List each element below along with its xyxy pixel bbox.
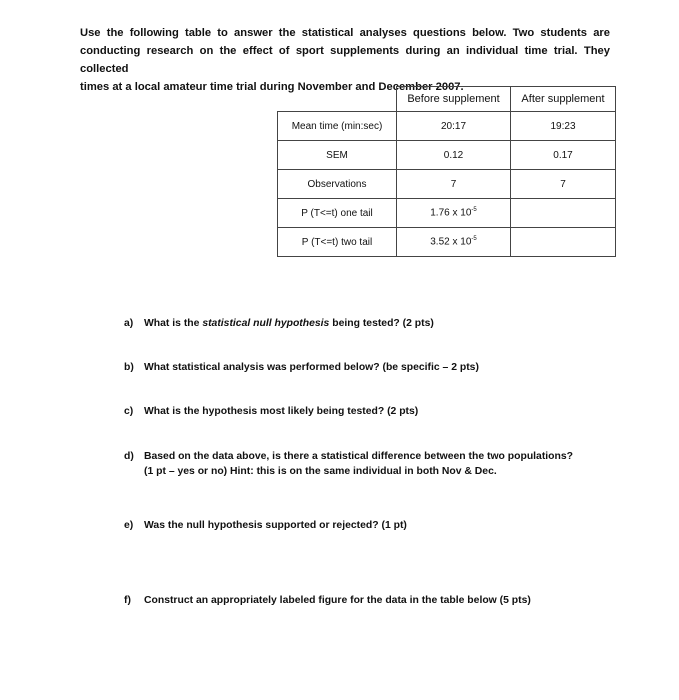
table-corner-cell [278,87,397,112]
question-text: What statistical analysis was performed below? (be specific – 2 pts) [144,362,479,373]
table-row [278,112,616,141]
header-before-supplement: Before supplement [397,87,511,112]
question-b [124,362,479,373]
question-text: What is the [144,318,203,329]
table-header-row [278,87,616,112]
before-value: 20:17 [397,112,511,141]
question-text-end: being tested? (2 pts) [329,318,434,329]
after-value [511,228,616,257]
table-row [278,170,616,199]
row-label: SEM [278,141,397,170]
table-row [278,228,616,257]
question-text-continued: (1 pt – yes or no) Hint: this is on the same individual in both Nov & Dec. [144,466,497,477]
table-row [278,199,616,228]
after-value: 0.17 [511,141,616,170]
row-label: Observations [278,170,397,199]
question-letter: d) [124,451,134,462]
question-emphasis: statistical null hypothesis [202,318,330,329]
after-value: 7 [511,170,616,199]
p-value-base: 3.52 x 10 [430,236,472,248]
question-letter: e) [124,520,134,531]
question-c [124,406,418,417]
question-text: Based on the data above, is there a statistical difference between the two populations? [144,451,573,462]
question-letter: b) [124,362,134,373]
header-after-supplement: After supplement [511,87,616,112]
question-a [124,318,434,329]
question-e [124,520,407,531]
after-value: 19:23 [511,112,616,141]
question-text: What is the hypothesis most likely being tested? (2 pts) [144,406,419,417]
question-letter: c) [124,406,134,417]
before-value: 0.12 [397,141,511,170]
question-text: Construct an appropriately labeled figure for the data in the table below (5 pts) [144,595,531,606]
results-table [277,86,616,257]
row-label: Mean time (min:sec) [278,112,397,141]
before-value: 7 [397,170,511,199]
p-value-base: 1.76 x 10 [430,207,472,219]
p-value-exponent: -5 [471,236,477,243]
p-value-exponent: -5 [471,207,477,214]
question-letter: a) [124,318,134,329]
table-row [278,141,616,170]
after-value [511,199,616,228]
question-letter: f) [124,595,131,606]
intro-line-3: times at a local amateur time trial during November and December 2007. [80,81,464,93]
before-value [397,228,511,257]
question-d [124,449,573,479]
intro-line-1: Use the following table to answer the statistical analyses questions below. Two students are [80,27,610,39]
intro-line-2: conducting research on the effect of sport supplements during an individual time trial. They collected [80,45,610,75]
question-text: Was the null hypothesis supported or rejected? (1 pt) [144,520,407,531]
question-f [124,595,531,606]
before-value [397,199,511,228]
row-label: P (T<=t) two tail [278,228,397,257]
row-label: P (T<=t) one tail [278,199,397,228]
